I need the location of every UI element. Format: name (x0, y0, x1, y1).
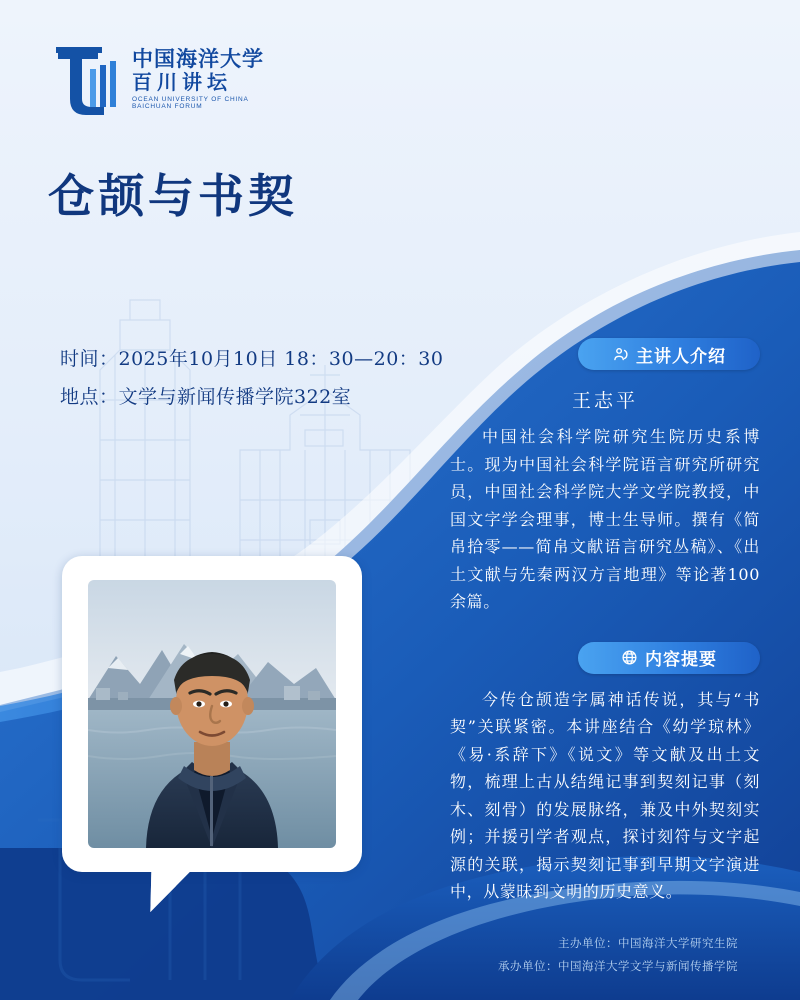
speaker-bio: 中国社会科学院研究生院历史系博士。现为中国社会科学院语言研究所研究员，中国社会科学院大学文学院教授，中国文字学会理事，博士生导师。撰有《简帛拾零——简帛文献语言研究丛稿》、《出土文献与先秦两汉方言地理》等论著100余篇。 (450, 427, 760, 612)
globe-icon (621, 649, 638, 666)
right-content-column (450, 338, 760, 906)
speaker-section-header (578, 338, 760, 370)
page-title: 仓颉与书契 (48, 169, 298, 223)
speaker-section-label: 主讲人介绍 (636, 346, 726, 367)
event-time: 时间：2025年10月10日 18：30—20：30 (60, 348, 444, 370)
university-logo (52, 38, 272, 120)
abstract-block (450, 642, 760, 906)
abstract-section-label: 内容提要 (645, 650, 717, 671)
ouc-logo-mark-icon (52, 43, 124, 115)
logo-university-name: 中国海洋大学 (132, 45, 264, 71)
footer-host: 主办单位：中国海洋大学研究生院 (558, 936, 738, 950)
abstract-text: 今传仓颉造字属神话传说，其与“书契”关联紧密。本讲座结合《幼学琼林》《易·系辞下》《说文》等文献及出土文物，梳理上古从结绳记事到契刻记事（刻木、刻骨）的发展脉络，兼及中外契刻实例；并援引学者观点，探讨刻符与文字起源的关联，揭示契刻记事到早期文字演进中，从蒙昧到文明的历史意义。 (450, 689, 760, 902)
logo-english-university: OCEAN UNIVERSITY OF CHINA (132, 95, 249, 103)
footer-organizers (498, 932, 738, 978)
event-meta (60, 340, 443, 416)
speaker-name: 王志平 (571, 390, 638, 412)
speaker-person-icon (612, 346, 629, 363)
footer-organizer: 承办单位：中国海洋大学文学与新闻传播学院 (498, 959, 738, 973)
logo-forum-name: 百川讲坛 (132, 69, 232, 94)
avatar (88, 580, 336, 848)
event-place: 地点：文学与新闻传播学院322室 (60, 386, 352, 408)
logo-english-forum: BAICHUAN FORUM (132, 102, 203, 110)
abstract-section-header (578, 642, 760, 674)
logo-text-block (132, 45, 264, 111)
